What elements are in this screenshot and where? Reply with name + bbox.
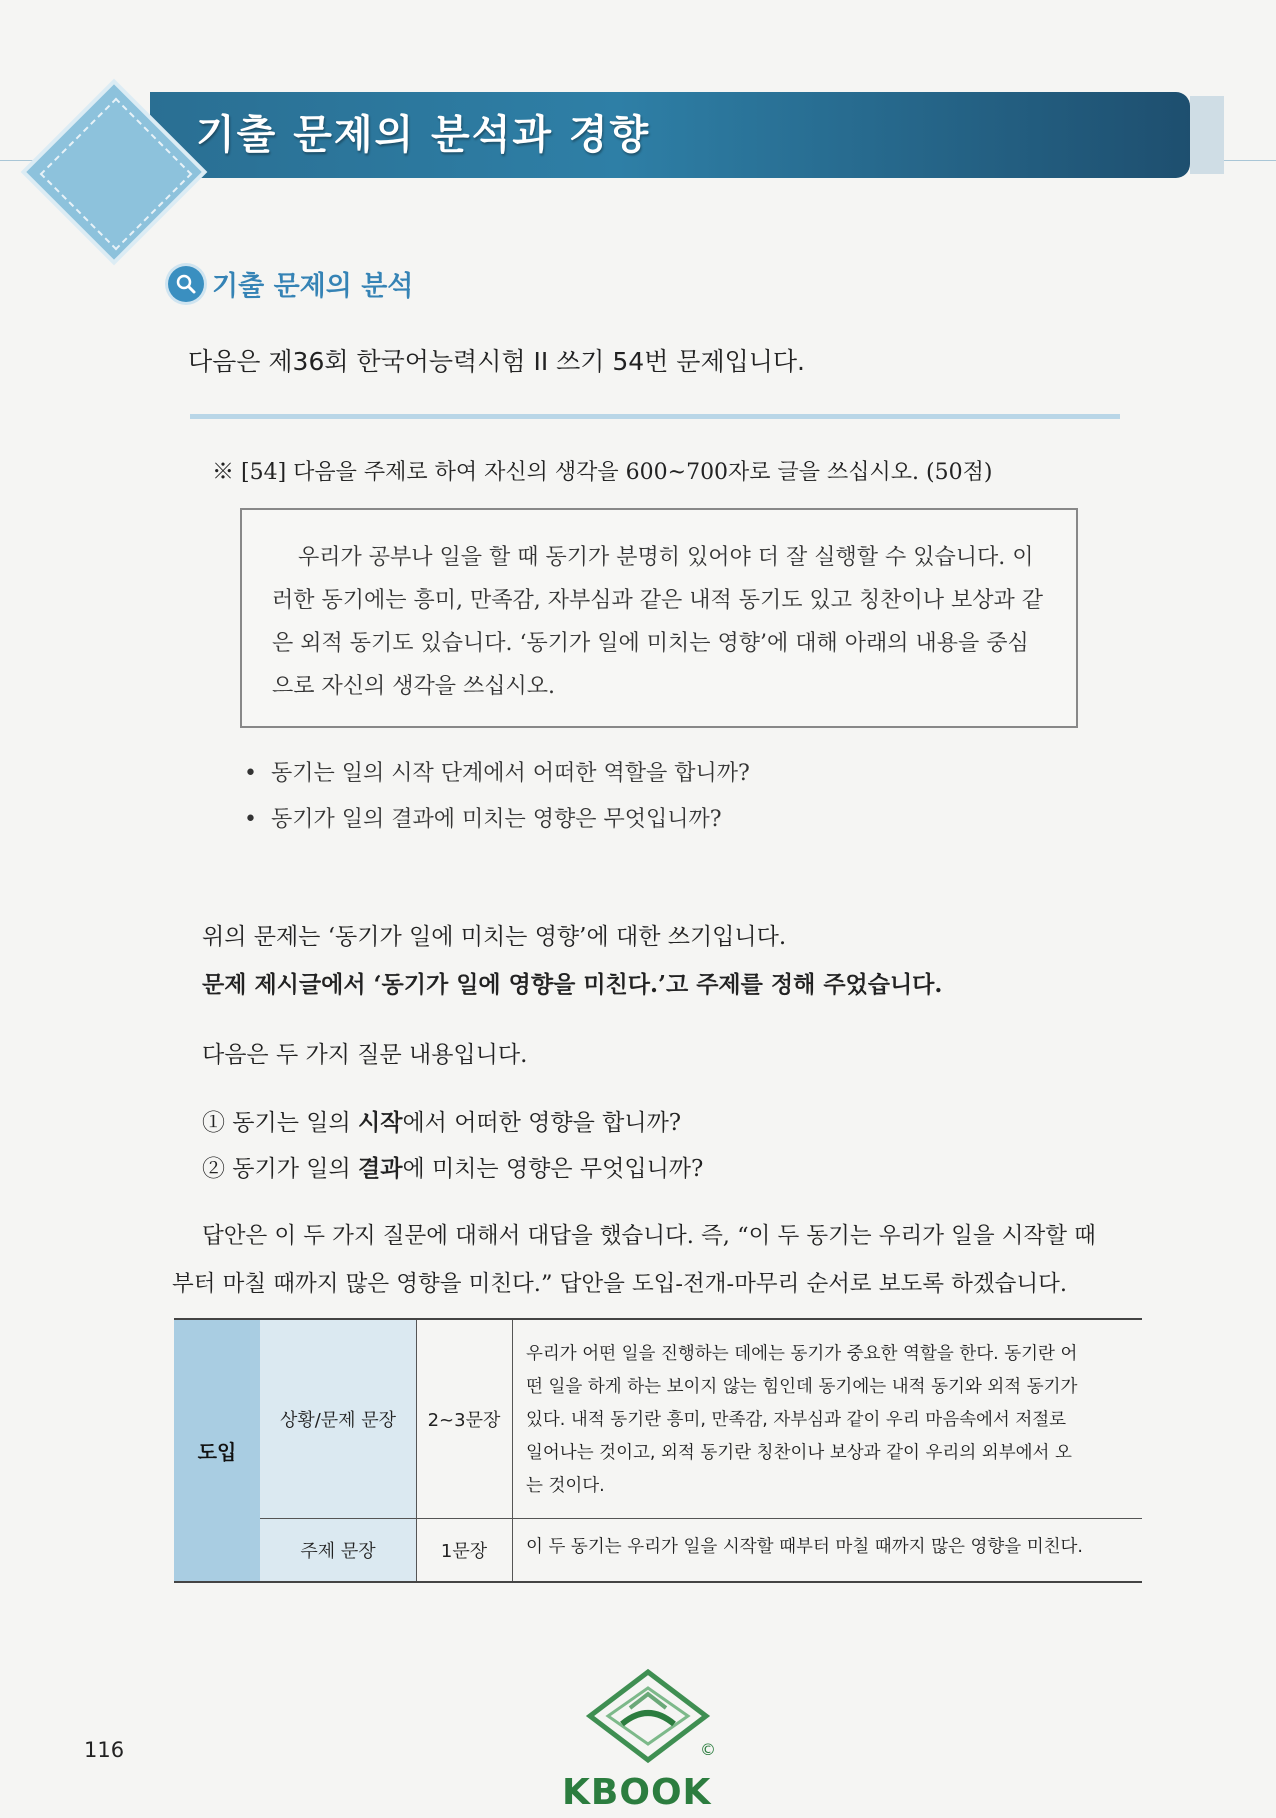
question-prompt: ※ [54] 다음을 주제로 하여 자신의 생각을 600~700자로 글을 쓰십시오. (50점) [212,460,993,485]
table-divider [512,1320,513,1581]
analysis-paragraph: 위의 문제는 ‘동기가 일에 미치는 영향’에 대한 쓰기입니다. [202,924,787,950]
publisher-logo-text: KBOOK [562,1772,712,1813]
analysis-paragraph: 문제 제시글에서 ‘동기가 일에 영향을 미친다.’고 주제를 정해 주었습니다. [202,971,943,998]
question-bullet: • 동기가 일의 결과에 미치는 영향은 무엇입니까? [244,802,722,833]
description-line: 있다. 내적 동기란 흥미, 만족감, 자부심과 같이 우리 마음속에서 저절로 [526,1410,1067,1430]
answer-summary-line: 답안은 이 두 가지 질문에 대해서 대답을 했습니다. 즉, “이 두 동기는 우리가 일을 시작할 때 [202,1223,1096,1249]
question-item-1 [202,1104,681,1137]
divider [190,414,1120,419]
question-item-2 [202,1150,703,1183]
question-item-text: ① 동기는 일의 [202,1110,359,1136]
question-item-text: ② 동기가 일의 [202,1156,359,1182]
kbook-book-icon [578,1664,718,1774]
question-item-keyword: 결과 [358,1155,403,1182]
header-banner-tab [1190,96,1224,174]
table-cell-count: 1문장 [440,1540,488,1562]
table-section-label: 도입 [174,1320,260,1581]
magnifier-icon [168,266,204,302]
question-box [240,508,1078,728]
table-bottom-border [174,1581,1142,1583]
section-title: 기출 문제의 분석 [212,271,414,302]
page-title: 기출 문제의 분석과 경향 [196,112,651,158]
question-box-text: 우리가 공부나 일을 할 때 동기가 분명히 있어야 더 잘 실행할 수 있습니다. 이러한 동기에는 흥미, 만족감, 자부심과 같은 내적 동기도 있고 칭찬이나 보상과 같은 외적 동기도 있습니다. ‘동기가 일에 미치는 영향’에 대해 아래의 내용을 중심으로 자신의 생각을 쓰십시오. [272,545,1043,699]
question-item-text: 에서 어떠한 영향을 합니까? [402,1110,682,1136]
copyright-mark: © [700,1740,716,1759]
table-cell-count: 2~3문장 [427,1410,501,1431]
page-number: 116 [84,1738,125,1762]
table-cell-description: 이 두 동기는 우리가 일을 시작할 때부터 마칠 때까지 많은 영향을 미친다. [526,1537,1083,1557]
question-item-text: 에 미치는 영향은 무엇입니까? [402,1156,704,1182]
table-cell-type: 주제 문장 [300,1540,376,1562]
answer-summary-line: 부터 마칠 때까지 많은 영향을 미친다.” 답안을 도입-전개-마무리 순서로 보도록 하겠습니다. [172,1271,1067,1297]
question-bullet: • 동기는 일의 시작 단계에서 어떠한 역할을 합니까? [244,756,750,787]
question-item-keyword: 시작 [358,1109,403,1136]
analysis-paragraph: 다음은 두 가지 질문 내용입니다. [202,1042,528,1068]
description-line: 일어나는 것이고, 외적 동기란 칭찬이나 보상과 같이 우리의 외부에서 오 [526,1443,1072,1463]
description-line: 는 것이다. [526,1476,605,1496]
table-cell-type: 상황/문제 문장 [279,1410,397,1431]
intro-text: 다음은 제36회 한국어능력시험 II 쓰기 54번 문제입니다. [188,347,805,376]
table-cell-description [526,1338,1132,1503]
description-line: 떤 일을 하게 하는 보이지 않는 힘인데 동기에는 내적 동기와 외적 동기가 [526,1377,1078,1397]
description-line: 우리가 어떤 일을 진행하는 데에는 동기가 중요한 역할을 한다. 동기란 어 [526,1344,1078,1364]
